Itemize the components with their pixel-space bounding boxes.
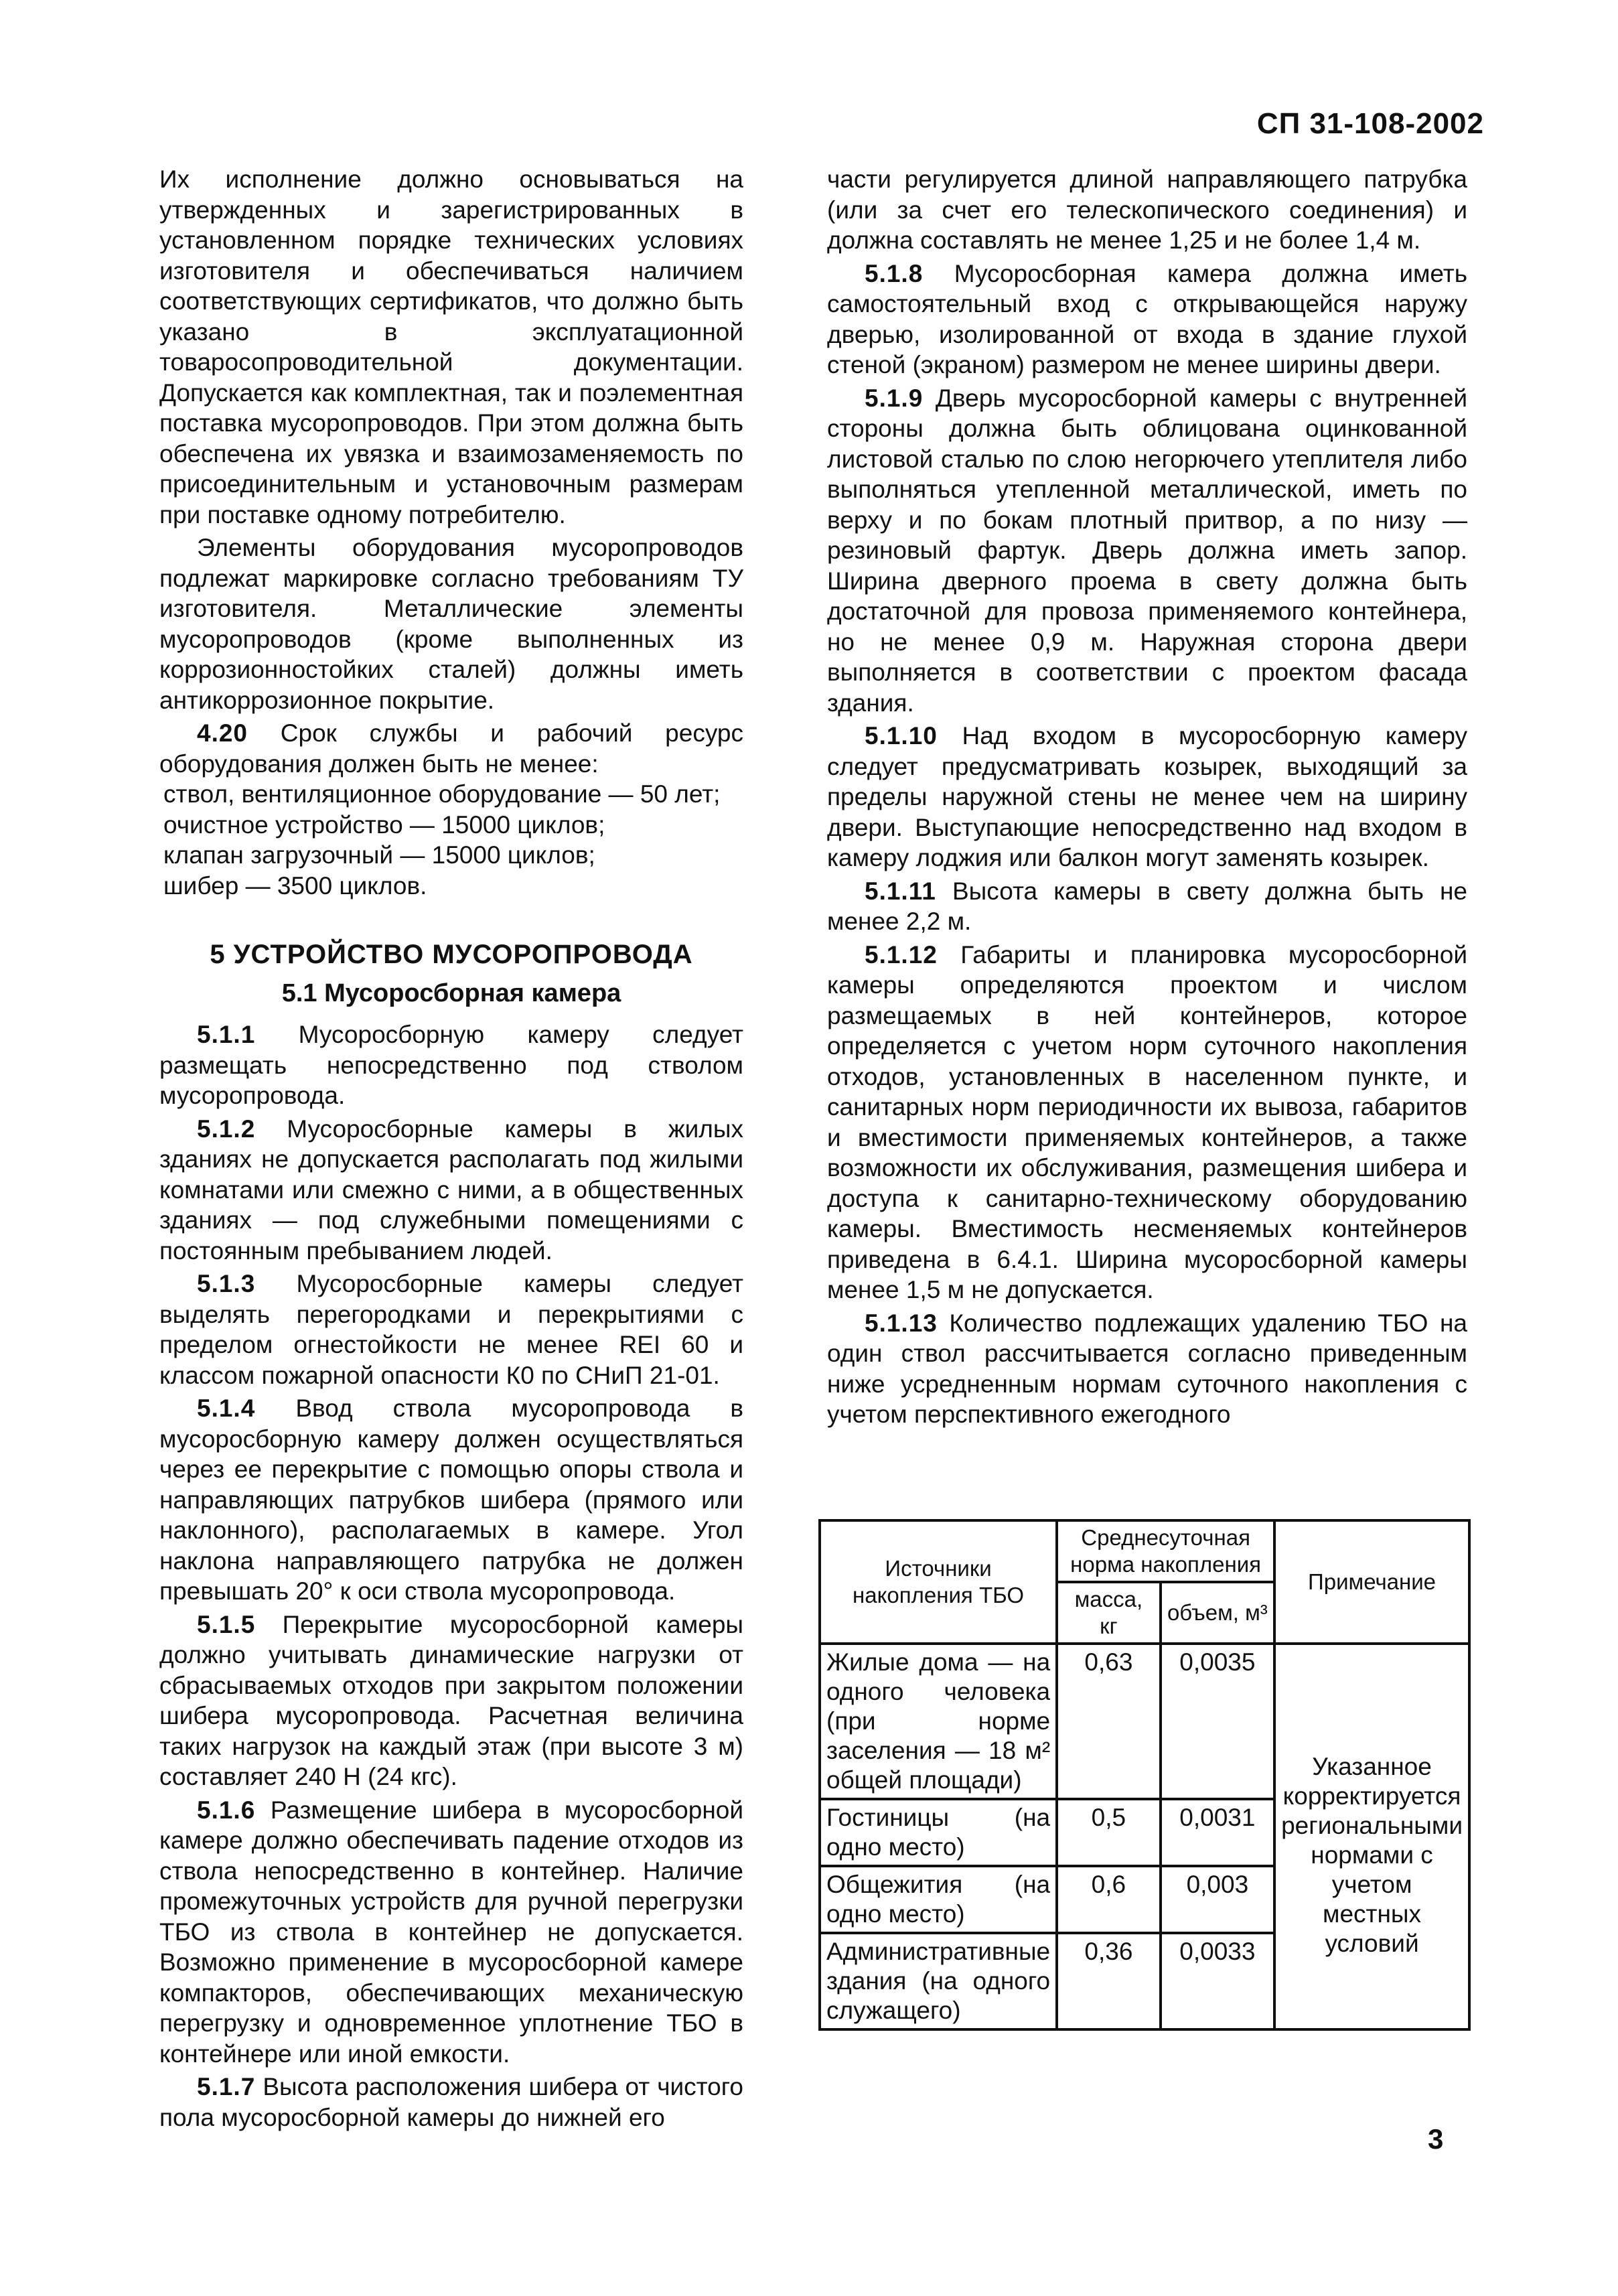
column-header-note: Примечание bbox=[1274, 1520, 1469, 1644]
clause bbox=[159, 2072, 743, 2133]
clause-text: Дверь мусоросборной камеры с внутренней стороны должна быть облицована оцинкованной листовой сталью по слою негорючего утеплителя либо выполняться утепленной металлической, иметь по верху и по бокам плотный притвор, а по низу — резиновый фартук. Дверь должна иметь запор. Ширина дверного проема в свету должна быть достаточной для провоза применяемого контейнера, но не менее 0,9 м. Наружная сторона двери выполняется в соответствии с проектом фасада здания. bbox=[827, 384, 1468, 717]
clause-text: Срок службы и рабочий ресурс оборудования должен быть не менее: bbox=[159, 719, 743, 778]
clause-number: 5.1.3 bbox=[197, 1270, 256, 1297]
clause-number: 5.1.1 bbox=[197, 1021, 256, 1048]
page-number: 3 bbox=[1428, 2123, 1444, 2155]
right-column bbox=[827, 164, 1467, 1430]
clause bbox=[159, 1393, 743, 1607]
clause-number: 5.1.9 bbox=[865, 384, 924, 412]
clause bbox=[159, 1795, 743, 2070]
service-life-list bbox=[159, 779, 743, 901]
paragraph: Элементы оборудования мусоропроводов подлежат маркировке согласно требованиям ТУ изготовителя. Металлические элементы мусоропроводов (кроме выполненных из коррозионностойких сталей) должны иметь антикоррозионное покрытие. bbox=[159, 534, 743, 714]
cell-source: Гостиницы (на одно место) bbox=[820, 1799, 1057, 1866]
clause-number: 5.1.7 bbox=[197, 2073, 256, 2100]
cell-mass: 0,36 bbox=[1057, 1933, 1161, 2029]
clause-text: Количество подлежащих удалению ТБО на один ствол рассчитывается согласно приведенным ниже усредненным нормам суточного накопления с учетом перспективного ежегодного bbox=[827, 1309, 1468, 1428]
cell-volume: 0,0035 bbox=[1161, 1644, 1274, 1799]
clause-number: 5.1.4 bbox=[197, 1394, 256, 1422]
clause bbox=[827, 1308, 1467, 1430]
cell-mass: 0,6 bbox=[1057, 1866, 1161, 1933]
clause-number: 5.1.6 bbox=[197, 1796, 256, 1824]
clause bbox=[827, 721, 1467, 873]
subsection-heading: 5.1 Мусоросборная камера bbox=[281, 979, 621, 1007]
paragraph: Их исполнение должно основываться на утвержденных и зарегистрированных в установленном порядке технических условиях изготовителя и обеспечиваться наличием соответствующих сертификатов, что должно быть указано в эксплуатационной товаросопроводительной документации. Допускается как комплектная, так и поэлементная поставка мусоропроводов. При этом должна быть обеспечена их увязка и взаимозаменяемость по присоединительным и установочным размерам при поставке одному потребителю. bbox=[159, 165, 743, 528]
list-item: ствол, вентиляционное оборудование — 50 лет; bbox=[163, 780, 721, 808]
document-code: СП 31-108-2002 bbox=[1256, 107, 1484, 140]
clause bbox=[159, 1019, 743, 1111]
clause-number: 5.1.2 bbox=[197, 1115, 256, 1143]
clause-text: Мусоросборные камеры следует выделять перегородками и перекрытиями с пределом огнестойкости не менее REI 60 и классом пожарной опасности К0 по СНиП 21-01. bbox=[159, 1270, 743, 1389]
cell-note: Указанное корректируется региональными нормами с учетом местных условий bbox=[1274, 1644, 1469, 2029]
clause-number: 5.1.5 bbox=[197, 1610, 256, 1638]
list-item: клапан загрузочный — 15000 циклов; bbox=[163, 841, 595, 869]
clause-text: Над входом в мусоросборную камеру следует предусматривать козырек, выходящий за пределы наружной стены не менее чем на ширину двери. Выступающие непосредственно над входом в камеру лоджия или балкон могут заменять козырек. bbox=[827, 722, 1467, 871]
cell-mass: 0,5 bbox=[1057, 1799, 1161, 1866]
left-column bbox=[159, 164, 743, 2133]
clause-text: Мусоросборные камеры в жилых зданиях не допускается располагать под жилыми комнатами или смежно с ними, а в общественных зданиях — под служебными помещениями с постоянным пребыванием людей. bbox=[159, 1115, 743, 1265]
clause-number: 5.1.11 bbox=[865, 877, 936, 905]
clause bbox=[159, 1269, 743, 1390]
clause-text: Мусоросборную камеру следует размещать непосредственно под стволом мусоропровода. bbox=[159, 1021, 743, 1109]
cell-mass: 0,63 bbox=[1057, 1644, 1161, 1799]
table-row bbox=[820, 1644, 1469, 1799]
clause-text: Габариты и планировка мусоросборной камеры определяются проектом и числом размещаемых в ней контейнеров, которое определяется с учетом норм суточного накопления отходов, установленных в населенном пункте, и санитарных норм периодичности их вывоза, габаритов и вместимости применяемых контейнеров, а также возможности их обслуживания, размещения шибера и доступа к санитарно-техническому оборудованию камеры. Вместимость несменяемых контейнеров приведена в 6.4.1. Ширина мусоросборной камеры менее 1,5 м не допускается. bbox=[827, 940, 1467, 1303]
clause-text: Высота расположения шибера от чистого пола мусоросборной камеры до нижней его bbox=[159, 2073, 744, 2131]
clause bbox=[827, 259, 1467, 380]
clause bbox=[159, 1609, 743, 1792]
section-heading: 5 УСТРОЙСТВО МУСОРОПРОВОДА bbox=[210, 940, 693, 969]
clause-number: 5.1.8 bbox=[865, 259, 924, 287]
cell-source: Административные здания (на одного служащего) bbox=[820, 1933, 1057, 2029]
clause-text: Перекрытие мусоросборной камеры должно учитывать динамические нагрузки от сбрасываемых отходов при закрытом положении шибера мусоропровода. Расчетная величина таких нагрузок на каждый этаж (при высоте 3 м) составляет 240 Н (24 кгс). bbox=[159, 1610, 743, 1790]
clause-number: 5.1.13 bbox=[865, 1309, 938, 1337]
column-header-volume: объем, м³ bbox=[1161, 1582, 1274, 1644]
clause-number: 4.20 bbox=[197, 719, 248, 747]
clause-text: Высота камеры в свету должна быть не менее 2,2 м. bbox=[827, 877, 1468, 935]
cell-source: Общежития (на одно место) bbox=[820, 1866, 1057, 1933]
clause bbox=[159, 1114, 743, 1267]
column-header-norm: Среднесуточная норма накопления bbox=[1057, 1520, 1274, 1582]
paragraph-continued: части регулируется длиной направляющего патрубка (или за счет его телескопического соединения) и должна составлять не менее 1,25 и не более 1,4 м. bbox=[827, 165, 1467, 254]
cell-volume: 0,0033 bbox=[1161, 1933, 1274, 2029]
table-header-row bbox=[820, 1520, 1469, 1582]
clause bbox=[827, 876, 1467, 937]
clause bbox=[827, 940, 1467, 1305]
clause-4-20 bbox=[159, 718, 743, 779]
list-item: шибер — 3500 циклов. bbox=[163, 871, 427, 900]
cell-volume: 0,003 bbox=[1161, 1866, 1274, 1933]
cell-volume: 0,0031 bbox=[1161, 1799, 1274, 1866]
clause-number: 5.1.12 bbox=[865, 940, 938, 968]
list-item: очистное устройство — 15000 циклов; bbox=[163, 810, 605, 839]
column-header-mass: масса, кг bbox=[1057, 1582, 1161, 1644]
cell-source: Жилые дома — на одного человека (при норме заселения — 18 м² общей площади) bbox=[820, 1644, 1057, 1799]
accumulation-norms-table bbox=[818, 1519, 1471, 2031]
clause-text: Размещение шибера в мусоросборной камере должно обеспечивать падение отходов из ствола непосредственно в контейнер. Наличие промежуточных устройств для ручной перегрузки ТБО из ствола в контейнер не допускается. Возможно применение в мусоросборной камере компакторов, обеспечивающих механическую перегрузку и одновременное уплотнение ТБО в контейнере или иной емкости. bbox=[159, 1796, 744, 2068]
clause-text: Мусоросборная камера должна иметь самостоятельный вход с открывающейся наружу дверью, изолированной от входа в здание глухой стеной (экраном) размером не менее ширины двери. bbox=[827, 259, 1468, 378]
column-header-sources: Источники накопления ТБО bbox=[820, 1520, 1057, 1644]
clause bbox=[827, 383, 1467, 719]
clause-number: 5.1.10 bbox=[865, 722, 938, 749]
clause-text: Ввод ствола мусоропровода в мусоросборную камеру должен осуществляться через ее перекрытие с помощью опоры ствола и направляющих патрубков шибера (прямого или наклонного), располагаемых в камере. Угол наклона направляющего патрубка не должен превышать 20° к оси ствола мусоропровода. bbox=[159, 1394, 744, 1605]
